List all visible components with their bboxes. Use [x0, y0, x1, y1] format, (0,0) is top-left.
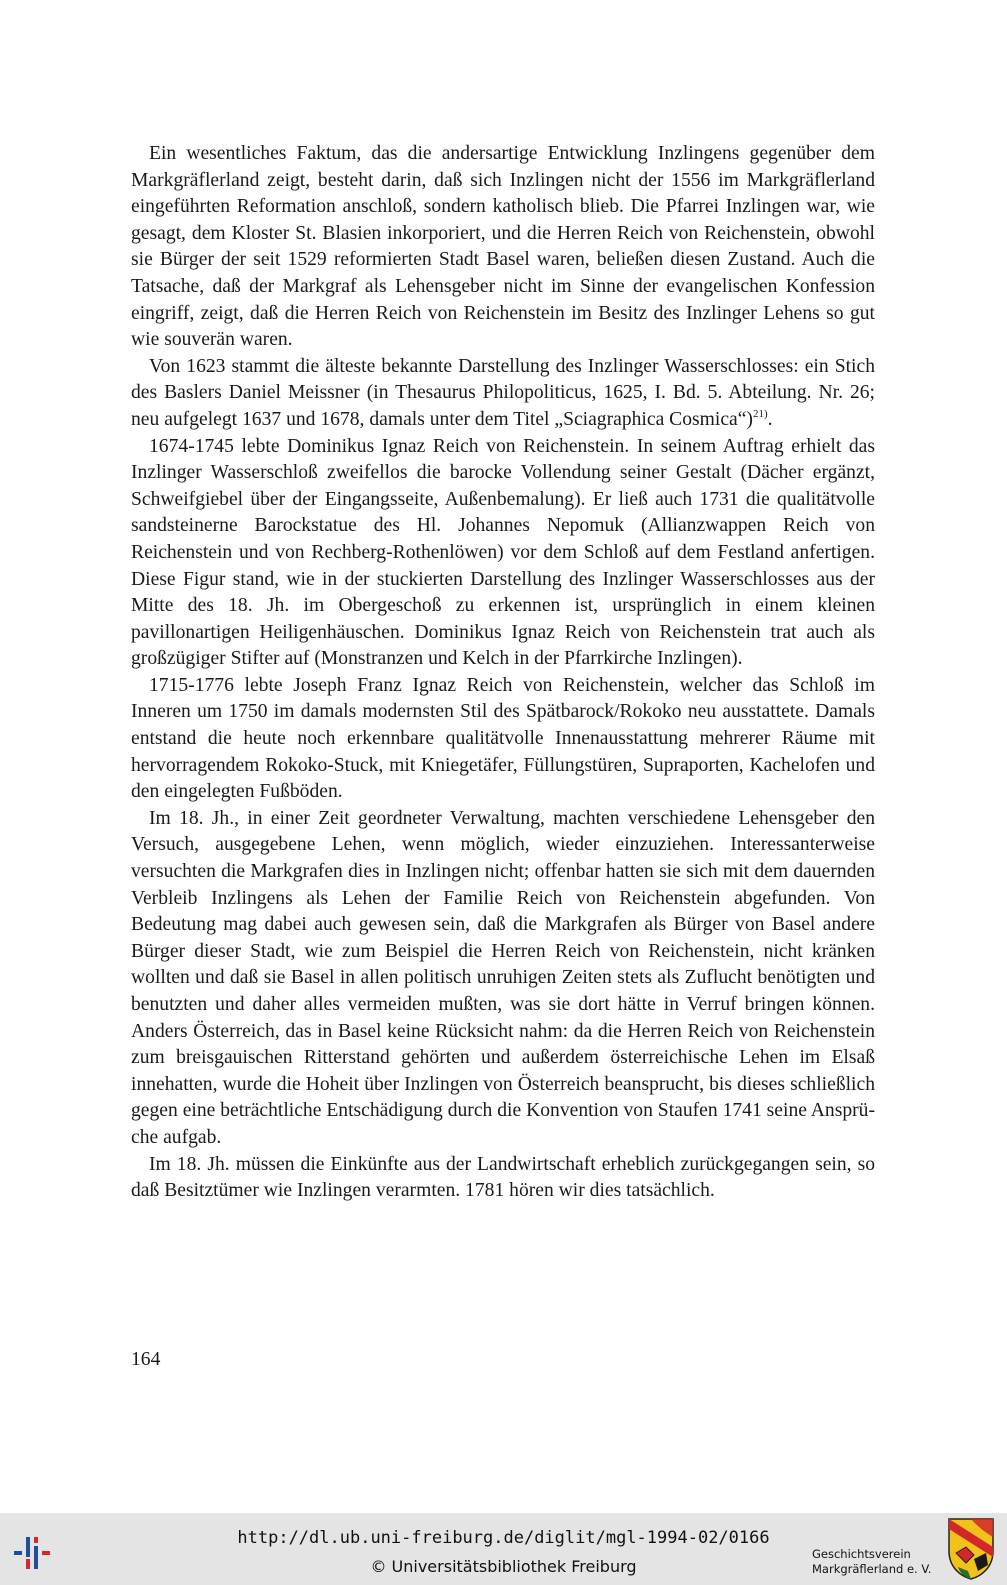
- footer-organization: [812, 1547, 931, 1577]
- paragraph-2-suffix: .: [767, 408, 773, 430]
- org-name-line1: Geschichtsverein: [812, 1547, 911, 1561]
- footer-copyright: © Universitätsbibliothek Freiburg: [370, 1557, 637, 1576]
- paragraph-3: 1674-1745 lebte Dominikus Ignaz Reich von Reichenstein. In seinem Auftrag erhielt das Inzlinger Wasserschloß zweifellos die barocke Vollendung seiner Gestalt (Dächer ergänzt, Schweifgiebel über der Eingangsseite, Außenbemalung). Er ließ auch 1731 die qualitätvolle sandsteinerne Barockstatue des Hl. Johannes Nepomuk (Allianzwappen Reich von Reichenstein und von Rechberg-Rothenlöwen) vor dem Schloß auf dem Festland anfertigen. Diese Figur stand, wie in der stuckierten Darstellung des Inzlinger Wasserschlosses aus der Mitte des 18. Jh. im Obergeschoß zu erkennen ist, ursprünglich in einem kleinen pavillonartigen Heiligenhäuschen. Dominikus Ignaz Reich von Reichenstein trat auch als großzügiger Stifter auf (Monstranzen und Kelch in der Pfarrkirche Inzlingen).: [131, 435, 875, 670]
- org-name-line2: Markgräflerland e. V.: [812, 1562, 932, 1576]
- paragraph-2: [131, 354, 875, 434]
- paragraph-2-text: Von 1623 stammt die älteste bekannte Darstellung des Inzlinger Wasserschlosses: ein Stich des Baslers Daniel Meissner (in Thesaurus Philopoliticus, 1625, I. Bd. 5. Abteilung. Nr. 26; neu aufgelegt 1637 und 1678, damals unter dem Titel „Sciagraphica Cosmica“): [131, 355, 875, 430]
- paragraph-5: Im 18. Jh., in einer Zeit geordneter Verwaltung, machten verschiedene Lehensgeber den Versuch, ausgegebene Lehen, wenn möglich, wieder einzuziehen. Interessanterweise versuchten die Markgrafen dies in Inzlingen nicht; offenbar hatten sie sich mit dem dauernden Verbleib Inzlingens als Lehen der Familie Reich von Reichenstein abgefunden. Von Bedeutung mag dabei auch gewesen sein, daß die Markgrafen als Bürger von Basel andere Bürger dieser Stadt, wie zum Beispiel die Herren Reich von Reichenstein, nicht kränken wollten und daß sie Basel in allen politisch unruhigen Zeiten stets als Zuflucht benötigten und benutzten und daher alles vermeiden mußten, was sie dort hätte in Verruf bringen können. Anders Österreich, das in Basel keine Rücksicht nahm: da die Herren Reich von Reichenstein zum breisgauischen Ritterstand gehörten und außerdem österreichische Lehen im Elsaß innehatten, wurde die Hoheit über Inzlingen von Österreich beansprucht, bis dieses schließlich gegen eine beträchtliche Entschädigung durch die Konvention von Staufen 1741 seine Ansprüche aufgab.: [131, 807, 875, 1148]
- footer-url[interactable]: http://dl.ub.uni-freiburg.de/diglit/mgl-1994-02/0166: [237, 1528, 770, 1548]
- footnote-marker[interactable]: 21): [752, 407, 768, 420]
- footer-bar: [0, 1513, 1007, 1585]
- paragraph-1: Ein wesentliches Faktum, das die andersartige Entwicklung Inzlingens gegenüber dem Markgräflerland zeigt, besteht darin, daß sich Inzlingen nicht der 1556 im Markgräflerland eingeführten Reformation anschloß, sondern katholisch blieb. Die Pfarrei Inzlingen war, wie gesagt, dem Kloster St. Blasien inkorporiert, und die Herren Reich von Reichenstein, obwohl sie Bürger der seit 1529 reformierten Stadt Basel waren, beließen diesen Zustand. Auch die Tatsache, daß der Markgraf als Lehensgeber nicht im Sinne der evangelischen Konfession eingriff, zeigt, daß die Herren Reich von Reichenstein im Besitz des Inzlinger Lehens so gut wie souverän waren.: [131, 143, 875, 351]
- paragraph-4: 1715-1776 lebte Joseph Franz Ignaz Reich von Reichenstein, welcher das Schloß im Inneren um 1750 im damals modernsten Stil des Spätbarock/Rokoko neu ausstattete. Damals entstand die heute noch erkennbare qualitätvolle Innenausstattung mehrerer Räume mit hervorragendem Rokoko-Stuck, mit Kniegetäfer, Füllungstüren, Supraporten, Kachelofen und den eingelegten Fußböden.: [131, 674, 875, 803]
- page-body: [131, 141, 875, 1205]
- coat-of-arms-icon: [946, 1517, 996, 1581]
- paragraph-6: Im 18. Jh. müssen die Einkünfte aus der Landwirtschaft erheblich zurückgegangen sein, so daß Besitztümer wie Inzlingen verarmten. 1781 hören wir dies tatsächlich.: [131, 1153, 875, 1202]
- page-number: 164: [131, 1349, 161, 1370]
